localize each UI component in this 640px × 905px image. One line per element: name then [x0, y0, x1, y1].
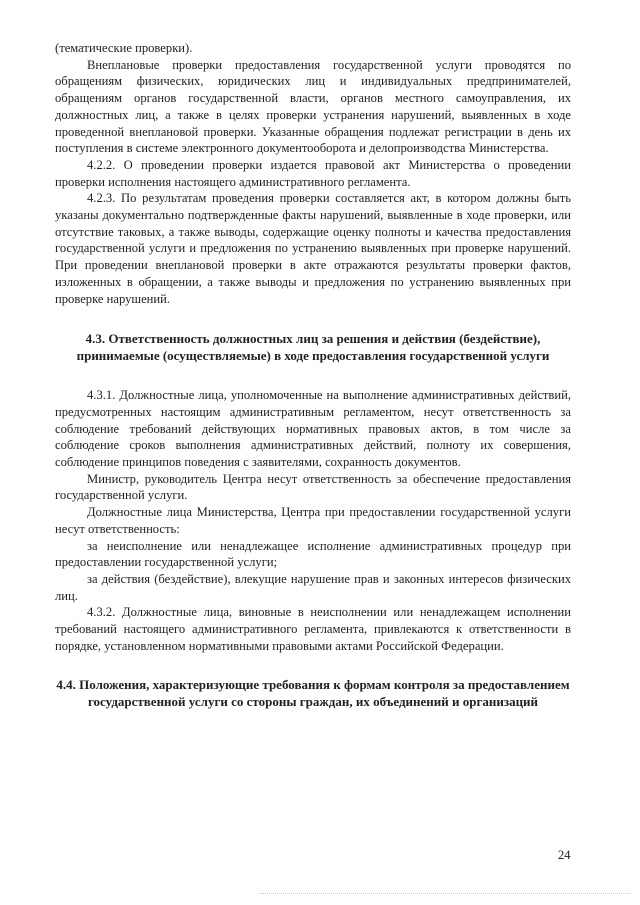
paragraph-4-2-2: 4.2.2. О проведении проверки издается правовой акт Министерства о проведении проверки исполнения настоящего административного регламента. [55, 157, 571, 189]
paragraph-unscheduled-inspections: Внеплановые проверки предоставления государственной услуги проводятся по обращениям физических, юридических лиц и индивидуальных предпринимателей, обращениям органов государственной власти, органов местного самоуправления, их должностных лиц, а также в целях проверки устранения нарушений, выявленных в ходе проведенной внеплановой проверки. Указанные обращения подлежат регистрации в день их поступления в системе электронного документооборота и делопроизводства Министерства. [55, 57, 571, 156]
section-heading-4-3: 4.3. Ответственность должностных лиц за решения и действия (бездействие), принимаемые (осуществляемые) в ходе предоставления государственной услуги [76, 331, 550, 364]
paragraph-4-3-1: 4.3.1. Должностные лица, уполномоченные на выполнение административных действий, предусмотренных настоящим административным регламентом, несут ответственность за соблюдение требований действующих нормативных правовых актов, в том числе за соблюдение сроков выполнения административных действий, полноту их совершения, соблюдение принципов поведения с заявителями, сохранность документов. [55, 388, 571, 470]
paragraph-officials-responsibility: Должностные лица Министерства, Центра при предоставлении государственной услуги несут ответственность: [55, 505, 571, 536]
page-number: 24 [558, 848, 571, 862]
paragraph-minister-responsibility: Министр, руководитель Центра несут ответственность за обеспечение предоставления государственной услуги. [55, 471, 571, 503]
scan-edge-divider [260, 893, 630, 894]
paragraph-4-2-3: 4.2.3. По результатам проведения проверки составляется акт, в котором должны быть указаны документально подтвержденные факты нарушений, выявленные в ходе проверки, или отсутствие таковых, а также выводы, содержащие оценку полноты и качества предоставления государственной услуги и предложения по устранению выявленных при проверке нарушений. При проведении внеплановой проверки в акте отражаются результаты проверки фактов, изложенных в обращении, а также выводы и предложения по устранению выявленных при проверке нарушений. [55, 191, 571, 306]
paragraph-actions-inaction: за действия (бездействие), влекущие нарушение прав и законных интересов физических лиц. [55, 571, 571, 603]
paragraph-4-3-2: 4.3.2. Должностные лица, виновные в неисполнении или ненадлежащем исполнении требований настоящего административного регламента, привлекаются к ответственности в порядке, установленном нормативными правовыми актами Российской Федерации. [55, 605, 571, 653]
paragraph-non-performance: за неисполнение или ненадлежащее исполнение административных процедур при предоставлении государственной услуги; [55, 538, 571, 570]
section-heading-4-4: 4.4. Положения, характеризующие требования к формам контроля за предоставлением государственной услуги со стороны граждан, их объединений и организаций [56, 676, 570, 709]
paragraph-thematic-inspections: (тематические проверки). [55, 41, 193, 55]
page-body [55, 40, 571, 710]
